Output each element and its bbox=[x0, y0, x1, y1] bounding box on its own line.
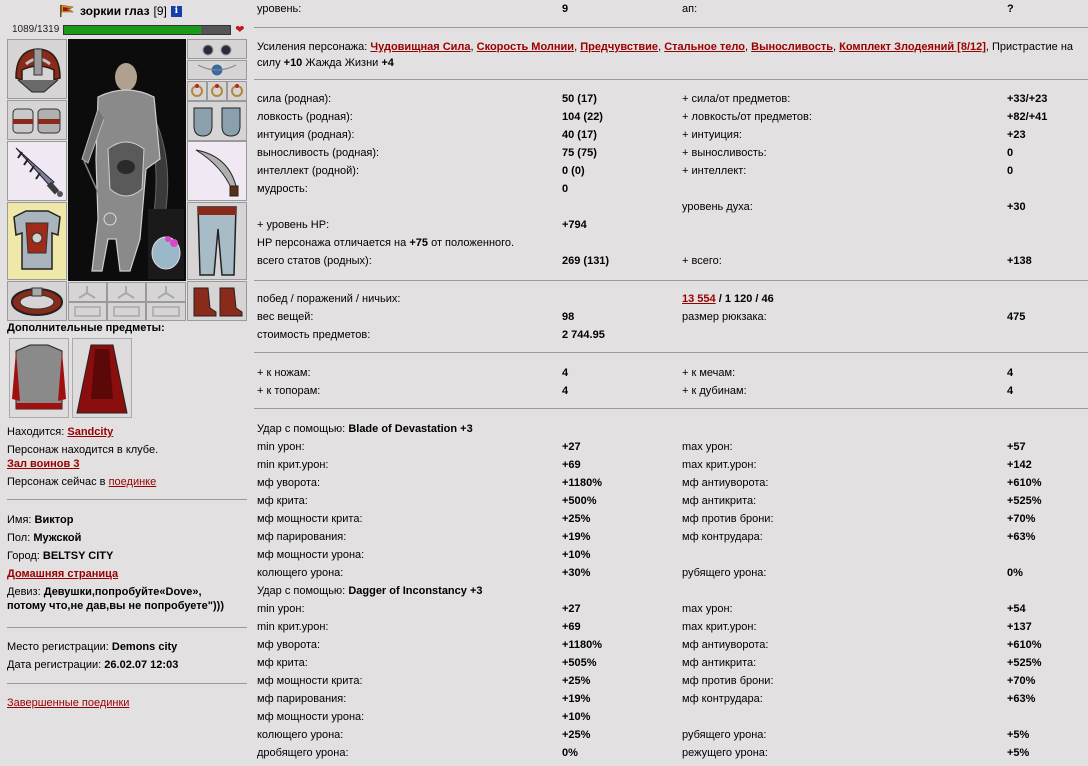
earrings-slot[interactable] bbox=[187, 39, 247, 59]
boost-link[interactable]: Стальное тело bbox=[664, 41, 745, 53]
gloves-slot[interactable] bbox=[187, 101, 247, 141]
earrings-icon bbox=[188, 40, 246, 58]
character-level: [9] bbox=[153, 4, 167, 18]
gloves-icon bbox=[188, 102, 246, 140]
spiked-sword-icon bbox=[8, 142, 66, 200]
stat-label: min урон: bbox=[257, 603, 305, 615]
extra-item-cloak[interactable] bbox=[72, 338, 132, 418]
leggings-slot[interactable] bbox=[187, 202, 247, 280]
stat-value: +30 bbox=[1007, 201, 1026, 213]
stat-label: мф мощности урона: bbox=[257, 711, 365, 723]
boost-link[interactable]: Чудовищная Сила bbox=[370, 41, 471, 53]
stat-value: 4 bbox=[562, 367, 569, 379]
profile-name: Имя: Виктор bbox=[7, 514, 74, 526]
stat-value: 0 bbox=[562, 183, 569, 195]
fight-link[interactable]: поединке bbox=[108, 476, 157, 488]
stat-label: + ловкость/от предметов: bbox=[682, 111, 812, 123]
stat-value: +19% bbox=[562, 531, 591, 543]
divider bbox=[254, 352, 1088, 353]
dagger-icon bbox=[188, 142, 246, 200]
stat-value: +142 bbox=[1007, 459, 1032, 471]
divider bbox=[254, 408, 1088, 409]
rune-slot-3[interactable] bbox=[146, 282, 186, 302]
boost-link[interactable]: Комплект Злодеяний [8/12] bbox=[839, 41, 986, 53]
stat-value: +70% bbox=[1007, 675, 1036, 687]
stat-label: рубящего урона: bbox=[682, 729, 767, 741]
stat-label: интеллект (родной): bbox=[257, 165, 360, 177]
empty-rune-icon bbox=[147, 303, 185, 320]
divider bbox=[7, 683, 247, 684]
stat-value: +5% bbox=[1007, 729, 1030, 741]
boots-icon bbox=[188, 282, 246, 320]
stat-label: сила (родная): bbox=[257, 93, 332, 105]
ring-icon bbox=[228, 82, 246, 100]
stat-label: мф против брони: bbox=[682, 675, 774, 687]
character-header bbox=[58, 4, 182, 18]
divider bbox=[7, 627, 247, 628]
stat-label: мф крита: bbox=[257, 657, 308, 669]
homepage-link[interactable]: Домашняя страница bbox=[7, 568, 119, 580]
stat-label: мф антикрита: bbox=[682, 495, 757, 507]
stat-label: max урон: bbox=[682, 603, 733, 615]
bracers-icon bbox=[8, 101, 66, 139]
wins-link[interactable]: 13 554 bbox=[682, 293, 716, 305]
belt-icon bbox=[8, 282, 66, 320]
stat-label: рубящего урона: bbox=[682, 567, 767, 579]
stat-label: интуиция (родная): bbox=[257, 129, 355, 141]
divider bbox=[254, 79, 1088, 80]
stat-value: +525% bbox=[1007, 495, 1042, 507]
stat-label: min урон: bbox=[257, 441, 305, 453]
stat-value: +25% bbox=[562, 513, 591, 525]
divider bbox=[254, 27, 1088, 28]
profile-city: Город: BELTSY CITY bbox=[7, 550, 114, 562]
stat-value: 0% bbox=[562, 747, 578, 759]
registration-place: Место регистрации: Demons city bbox=[7, 641, 178, 653]
info-icon[interactable]: i bbox=[171, 6, 182, 17]
divider bbox=[254, 280, 1088, 281]
boots-slot[interactable] bbox=[187, 281, 247, 321]
stat-label: + сила/от предметов: bbox=[682, 93, 791, 105]
helmet-icon bbox=[8, 40, 66, 98]
empty-rune-icon bbox=[69, 303, 106, 320]
ring-icon bbox=[188, 82, 206, 100]
stat-value: +610% bbox=[1007, 639, 1042, 651]
extra-item-shirt[interactable] bbox=[9, 338, 69, 418]
stat-value: +70% bbox=[1007, 513, 1036, 525]
stat-label: мф уворота: bbox=[257, 477, 321, 489]
armor-icon bbox=[8, 203, 66, 279]
ring-slot-2[interactable] bbox=[207, 81, 227, 101]
stat-value: 104 (22) bbox=[562, 111, 603, 123]
stat-value: +500% bbox=[562, 495, 597, 507]
stat-label: + интуиция: bbox=[682, 129, 742, 141]
stat-value: 50 (17) bbox=[562, 93, 597, 105]
stat-label: min крит.урон: bbox=[257, 459, 329, 471]
fight-line: Персонаж сейчас в поединке bbox=[7, 476, 157, 488]
stat-label: мф против брони: bbox=[682, 513, 774, 525]
stat-value: +19% bbox=[562, 693, 591, 705]
stat-value: 0 bbox=[1007, 147, 1014, 159]
rune-slot-1[interactable] bbox=[68, 282, 107, 302]
stat-value: +27 bbox=[562, 603, 581, 615]
clan-flag-icon[interactable] bbox=[58, 4, 76, 18]
stat-value: +610% bbox=[1007, 477, 1042, 489]
empty-rune-icon bbox=[147, 283, 185, 301]
hp-row bbox=[12, 24, 245, 35]
stat-value: +137 bbox=[1007, 621, 1032, 633]
stat-value: +63% bbox=[1007, 531, 1036, 543]
stat-label: + выносливость: bbox=[682, 147, 767, 159]
ring-slot-3[interactable] bbox=[227, 81, 247, 101]
stat-value: +10% bbox=[562, 549, 591, 561]
registration-date: Дата регистрации: 26.02.07 12:03 bbox=[7, 659, 179, 671]
profile-motto: Девиз: Девушки,попробуйте«Dove», bbox=[7, 586, 202, 598]
amulet-icon bbox=[188, 61, 246, 79]
stat-label: мф антиуворота: bbox=[682, 477, 769, 489]
stat-value: +27 bbox=[562, 441, 581, 453]
stat-value: 0% bbox=[1007, 567, 1023, 579]
rune-slot-2[interactable] bbox=[107, 282, 146, 302]
empty-rune-icon bbox=[69, 283, 106, 301]
stat-value: +30% bbox=[562, 567, 591, 579]
rune-slot-5[interactable] bbox=[107, 302, 146, 321]
stat-label: + к топорам: bbox=[257, 385, 321, 397]
empty-rune-icon bbox=[108, 283, 145, 301]
stat-label: уровень духа: bbox=[682, 201, 753, 213]
stat-value: +82/+41 bbox=[1007, 111, 1048, 123]
helmet-slot[interactable] bbox=[7, 39, 67, 99]
stat-label: мф антиуворота: bbox=[682, 639, 769, 651]
stat-value: +25% bbox=[562, 675, 591, 687]
stat-label: колющего урона: bbox=[257, 729, 344, 741]
boost-link[interactable]: Выносливость bbox=[751, 41, 834, 53]
left-weapon-slot[interactable] bbox=[7, 141, 67, 201]
character-panel bbox=[0, 0, 250, 766]
rune-slot-4[interactable] bbox=[68, 302, 107, 321]
belt-slot[interactable] bbox=[7, 281, 67, 321]
stat-value: +5% bbox=[1007, 747, 1030, 759]
stat-value: +505% bbox=[562, 657, 597, 669]
stat-label: выносливость (родная): bbox=[257, 147, 380, 159]
stat-label: мф мощности урона: bbox=[257, 549, 365, 561]
stat-label: мф контрудара: bbox=[682, 531, 763, 543]
stat-value: +1180% bbox=[562, 477, 603, 489]
stat-value: +33/+23 bbox=[1007, 93, 1048, 105]
stat-label: мудрость: bbox=[257, 183, 308, 195]
stat-value: 4 bbox=[1007, 367, 1014, 379]
ring-slot-1[interactable] bbox=[187, 81, 207, 101]
warrior-image bbox=[68, 39, 186, 281]
extra-items-title: Дополнительные предметы: bbox=[7, 322, 165, 334]
stat-label: мф парирования: bbox=[257, 531, 347, 543]
profile-gender: Пол: Мужской bbox=[7, 532, 82, 544]
stat-label: мф уворота: bbox=[257, 639, 321, 651]
stat-label: max урон: bbox=[682, 441, 733, 453]
city-link[interactable]: Sandcity bbox=[67, 426, 114, 438]
finished-fights-link[interactable]: Завершенные поединки bbox=[7, 697, 130, 709]
character-name: зоркии глаз bbox=[80, 4, 150, 18]
stat-label: + к мечам: bbox=[682, 367, 736, 379]
cloak-icon bbox=[73, 339, 131, 417]
stat-label: min крит.урон: bbox=[257, 621, 329, 633]
amulet-slot[interactable] bbox=[187, 60, 247, 80]
ring-icon bbox=[208, 82, 226, 100]
heart-icon: ❤ bbox=[235, 23, 245, 36]
stat-label: колющего урона: bbox=[257, 567, 344, 579]
stat-value: 0 (0) bbox=[562, 165, 585, 177]
boosts-text: Усиления персонажа: Чудовищная Сила, Скорость Молнии, Предчувствие, Стальное тело, Выносливость, Комплект Злодеяний [8/12], Пристрастие на силу +10 Жажда Жизни +4 bbox=[257, 41, 1074, 69]
stat-value: +23 bbox=[1007, 129, 1026, 141]
stat-value: 4 bbox=[562, 385, 569, 397]
right-weapon-slot[interactable] bbox=[187, 141, 247, 201]
stat-value: 40 (17) bbox=[562, 129, 597, 141]
stat-label: + к ножам: bbox=[257, 367, 311, 379]
stat-label: режущего урона: bbox=[682, 747, 768, 759]
leggings-icon bbox=[188, 203, 246, 279]
stat-label: дробящего урона: bbox=[257, 747, 349, 759]
rune-slot-6[interactable] bbox=[146, 302, 186, 321]
stat-value: 0 bbox=[1007, 165, 1014, 177]
character-portrait bbox=[68, 39, 186, 281]
stat-value: +1180% bbox=[562, 639, 603, 651]
stat-label: мф парирования: bbox=[257, 693, 347, 705]
hall-link[interactable]: Зал воинов 3 bbox=[7, 458, 80, 470]
stat-value: +69 bbox=[562, 621, 581, 633]
stat-value: +63% bbox=[1007, 693, 1036, 705]
stat-label: + уровень HP: bbox=[257, 219, 330, 231]
stat-value: +525% bbox=[1007, 657, 1042, 669]
boost-link[interactable]: Предчувствие bbox=[580, 41, 659, 53]
stat-label: мф контрудара: bbox=[682, 693, 763, 705]
stat-label: мф антикрита: bbox=[682, 657, 757, 669]
stat-value: +69 bbox=[562, 459, 581, 471]
stat-label: мф крита: bbox=[257, 495, 308, 507]
stat-label: мф мощности крита: bbox=[257, 513, 363, 525]
stat-value: 75 (75) bbox=[562, 147, 597, 159]
club-text: Персонаж находится в клубе. bbox=[7, 444, 159, 456]
stat-label: мф мощности крита: bbox=[257, 675, 363, 687]
stat-value: +25% bbox=[562, 729, 591, 741]
stat-label: + интеллект: bbox=[682, 165, 747, 177]
location-line: Находится: Sandcity bbox=[7, 426, 114, 438]
stat-label: + к дубинам: bbox=[682, 385, 747, 397]
stat-value: +54 bbox=[1007, 603, 1026, 615]
stat-label: max крит.урон: bbox=[682, 459, 757, 471]
armor-slot[interactable] bbox=[7, 202, 67, 280]
hp-bar bbox=[63, 25, 231, 35]
stat-label: ловкость (родная): bbox=[257, 111, 353, 123]
stat-value: +10% bbox=[562, 711, 591, 723]
empty-rune-icon bbox=[108, 303, 145, 320]
bracers-slot[interactable] bbox=[7, 100, 67, 140]
divider bbox=[7, 499, 247, 500]
hp-bar-fill bbox=[64, 26, 201, 34]
stat-value: +794 bbox=[562, 219, 587, 231]
hp-text: 1089/1319 bbox=[12, 24, 60, 35]
boost-link[interactable]: Скорость Молнии bbox=[476, 41, 575, 53]
profile-motto-line2: потому что,не дав,вы не попробуете"))) bbox=[7, 600, 224, 612]
stat-value: +57 bbox=[1007, 441, 1026, 453]
shirt-icon bbox=[10, 339, 68, 417]
stat-label: max крит.урон: bbox=[682, 621, 757, 633]
stat-value: 4 bbox=[1007, 385, 1014, 397]
